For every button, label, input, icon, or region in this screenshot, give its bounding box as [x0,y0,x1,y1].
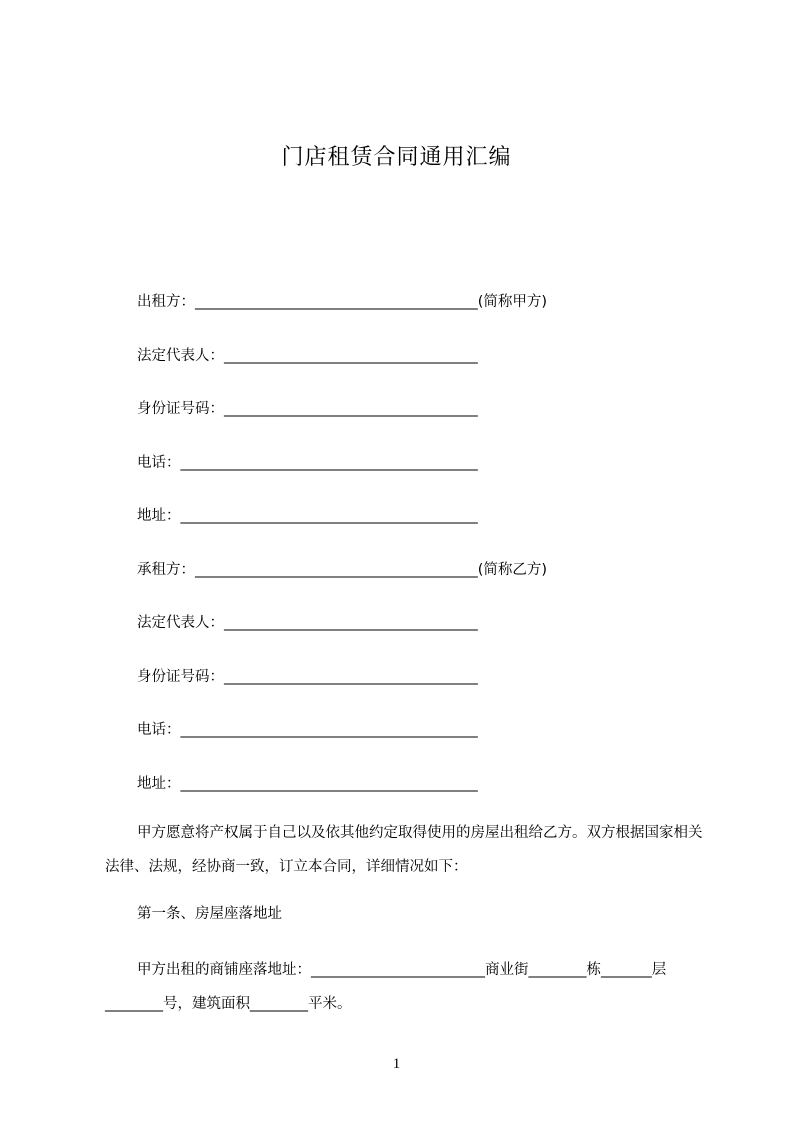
field-lessor-legal-rep: 法定代表人：___________________________________ [137,348,478,364]
article-1-heading: 第一条、房屋座落地址 [137,906,282,922]
field-lessee-phone: 电话：_________________________________________ [137,722,478,738]
field-lessee-legal-rep: 法定代表人：___________________________________ [137,615,478,631]
field-lessee-id-number: 身份证号码：___________________________________ [137,669,478,685]
field-lessor-address: 地址：_________________________________________ [137,508,478,524]
article-1-body: 甲方出租的商铺座落地址：________________________商业街________栋_______层________号，建筑面积________平米。 [105,962,667,1012]
page-number: 1 [392,1056,401,1072]
field-lessor: 出租方：_______________________________________(简称甲方) [137,294,548,310]
field-lessor-phone: 电话：_________________________________________ [137,455,478,471]
field-lessor-id-number: 身份证号码：___________________________________ [137,401,478,417]
intro-paragraph: 甲方愿意将产权属于自己以及依其他约定取得使用的房屋出租给乙方。双方根据国家相关法律、法规，经协商一致，订立本合同，详细情况如下： [105,825,703,875]
field-lessee: 承租方：_______________________________________(简称乙方) [137,562,548,578]
document-title: 门店租赁合同通用汇编 [281,145,512,170]
field-lessee-address: 地址：_________________________________________ [137,776,478,792]
